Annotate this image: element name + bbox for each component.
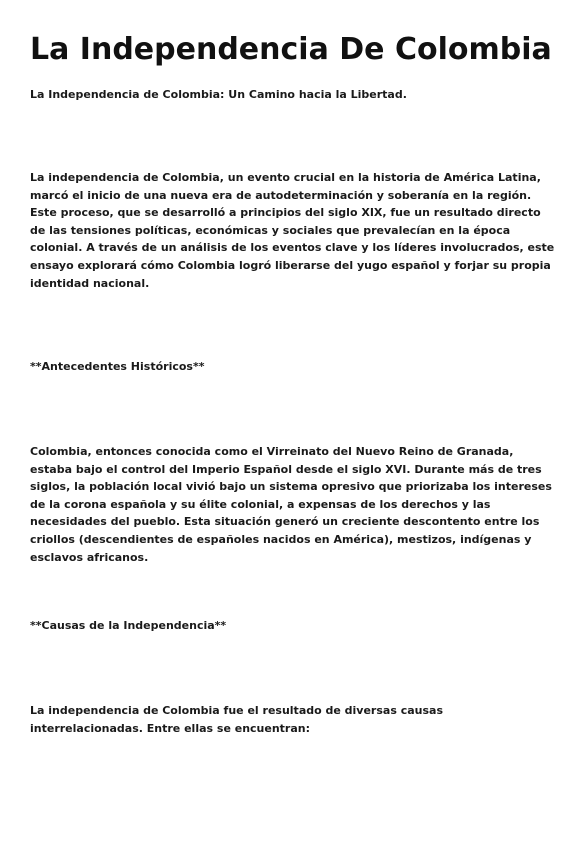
antecedentes-paragraph: Colombia, entonces conocida como el Virreinato del Nuevo Reino de Granada, estaba bajo el control del Imperio Español desde el siglo XVI. Durante más de tres siglos, la población local vivió bajo un sistema opresivo que priorizaba los intereses de la corona española y su élite colonial, a expensas de los derechos y las necesidades del pueblo. Esta situación generó un creciente descontento entre los criollos (descendientes de españoles nacidos en América), mestizos, indígenas y esclavos africanos.: [30, 445, 552, 564]
section-heading-antecedentes: **Antecedentes Históricos**: [30, 360, 205, 373]
causas-paragraph: La independencia de Colombia fue el resultado de diversas causas interrelacionadas. Entre ellas se encuentran:: [30, 704, 443, 735]
section-heading-causas: **Causas de la Independencia**: [30, 619, 227, 632]
document-subtitle: La Independencia de Colombia: Un Camino hacia la Libertad.: [30, 88, 407, 101]
page-title: La Independencia De Colombia: [30, 32, 552, 67]
intro-paragraph: La independencia de Colombia, un evento crucial en la historia de América Latina, marcó el inicio de una nueva era de autodeterminación y soberanía en la región. Este proceso, que se desarrolló a principios del siglo XIX, fue un resultado directo de las tensiones políticas, económicas y sociales que prevalecían en la época colonial. A través de un análisis de los eventos clave y los líderes involucrados, este ensayo explorará cómo Colombia logró liberarse del yugo español y forjar su propia identidad nacional.: [30, 171, 555, 290]
